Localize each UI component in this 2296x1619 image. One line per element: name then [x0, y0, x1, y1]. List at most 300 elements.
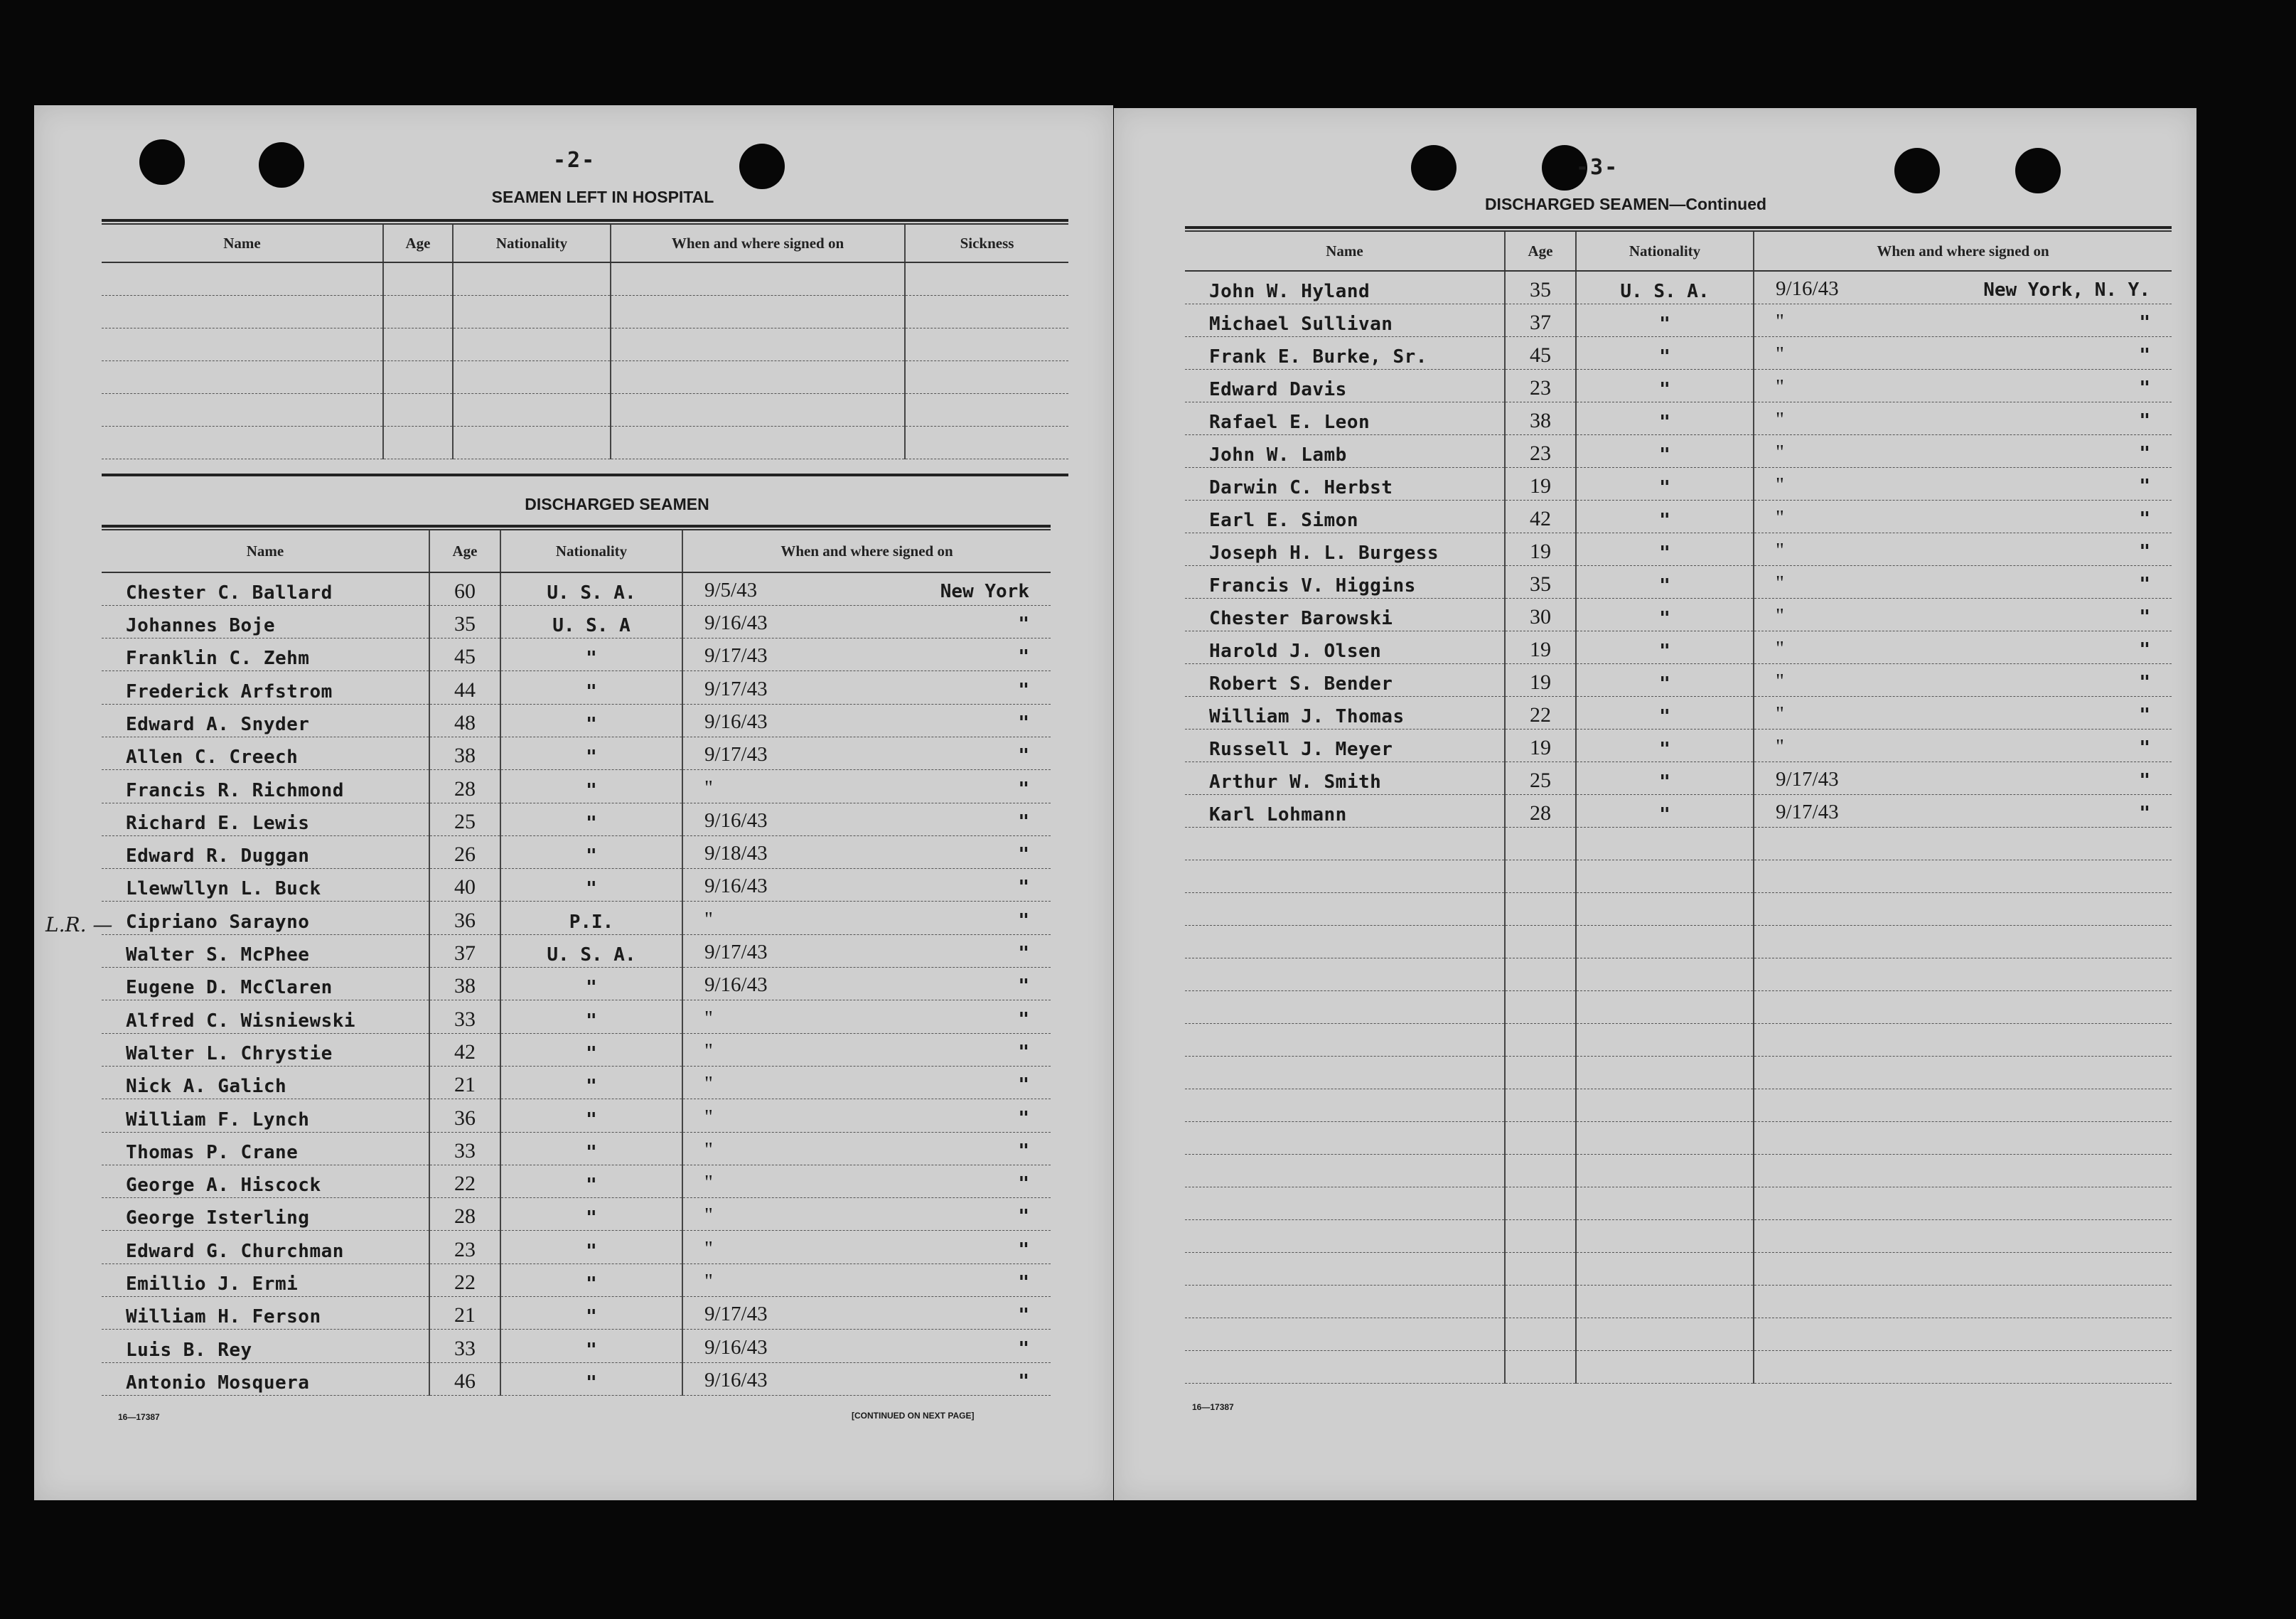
signed-date: 9/16/43	[704, 1335, 768, 1359]
blank-cell	[1576, 1219, 1754, 1252]
blank-cell	[1576, 892, 1754, 925]
seaman-nationality: "	[1576, 598, 1754, 631]
signed-place: "	[1018, 1239, 1029, 1261]
blank-row	[1185, 958, 2172, 990]
seaman-name: Francis R. Richmond	[102, 770, 429, 803]
seaman-age: 21	[429, 1297, 500, 1330]
seaman-nationality: "	[500, 1165, 682, 1197]
blank-cell	[1754, 1285, 2172, 1318]
blank-cell	[102, 360, 383, 393]
table-row	[1185, 402, 2172, 434]
blank-row	[1185, 990, 2172, 1023]
blank-cell	[1505, 1252, 1576, 1285]
table-row	[102, 1198, 1051, 1231]
blank-cell	[1576, 925, 1754, 958]
seaman-nationality: U. S. A.	[1576, 271, 1754, 304]
blank-cell	[1576, 1350, 1754, 1383]
blank-cell	[1505, 1154, 1576, 1187]
seaman-name: Joseph H. L. Burgess	[1185, 533, 1505, 565]
blank-cell	[1576, 1252, 1754, 1285]
table-row	[102, 1099, 1051, 1132]
seaman-age: 25	[1505, 762, 1576, 794]
blank-cell	[1576, 827, 1754, 860]
table-row	[102, 1330, 1051, 1362]
when-signed-cell	[682, 1362, 1051, 1395]
seaman-nationality: "	[500, 737, 682, 769]
seaman-nationality: "	[1576, 631, 1754, 663]
seaman-name: Johannes Boje	[102, 605, 429, 638]
signed-place: "	[2139, 344, 2150, 366]
table-row	[1185, 762, 2172, 794]
seaman-name: Edward R. Duggan	[102, 835, 429, 868]
seaman-nationality: "	[500, 835, 682, 868]
column-header: When and where signed on	[611, 224, 905, 262]
seaman-age: 19	[1505, 467, 1576, 500]
blank-cell	[453, 426, 611, 459]
seaman-name: Emillio J. Ermi	[102, 1263, 429, 1296]
signed-date: 9/16/43	[704, 808, 768, 832]
table-row	[1185, 533, 2172, 565]
blank-cell	[1185, 1350, 1505, 1383]
table-row	[102, 671, 1051, 704]
table-row	[1185, 565, 2172, 598]
blank-cell	[1754, 1350, 2172, 1383]
blank-cell	[1754, 1089, 2172, 1121]
signed-place: "	[1018, 976, 1029, 998]
when-signed-cell	[682, 835, 1051, 868]
seaman-nationality: "	[500, 704, 682, 737]
blank-cell	[453, 262, 611, 295]
table-row	[102, 1263, 1051, 1296]
seaman-nationality: "	[1576, 467, 1754, 500]
seaman-name: Rafael E. Leon	[1185, 402, 1505, 434]
signed-date: 9/16/43	[704, 1368, 768, 1391]
blank-cell	[1754, 827, 2172, 860]
seaman-name: Michael Sullivan	[1185, 304, 1505, 336]
signed-place: "	[1018, 943, 1029, 965]
seaman-name: Francis V. Higgins	[1185, 565, 1505, 598]
seaman-age: 35	[429, 605, 500, 638]
when-signed-cell	[1754, 402, 2172, 434]
when-signed-cell	[1754, 500, 2172, 533]
seaman-nationality: "	[1576, 336, 1754, 369]
signed-date: 9/17/43	[704, 1303, 768, 1326]
blank-row	[1185, 1350, 2172, 1383]
table-row	[1185, 729, 2172, 762]
signed-date: "	[1776, 669, 1784, 693]
seaman-age: 30	[1505, 598, 1576, 631]
blank-cell	[453, 393, 611, 426]
seaman-name: Walter S. McPhee	[102, 934, 429, 967]
blank-cell	[1185, 892, 1505, 925]
seaman-nationality: "	[500, 1362, 682, 1395]
when-signed-cell	[1754, 794, 2172, 827]
table-row	[102, 1165, 1051, 1197]
punch-hole	[2015, 148, 2061, 193]
table-row	[1185, 598, 2172, 631]
seaman-name: Llewwllyn L. Buck	[102, 869, 429, 902]
seaman-age: 23	[1505, 369, 1576, 402]
when-signed-cell	[682, 1165, 1051, 1197]
blank-cell	[1505, 1089, 1576, 1121]
seaman-nationality: U. S. A.	[500, 934, 682, 967]
when-signed-cell	[682, 869, 1051, 902]
blank-cell	[102, 426, 383, 459]
blank-cell	[1505, 990, 1576, 1023]
column-header: Age	[429, 530, 500, 572]
signed-place: "	[1018, 1206, 1029, 1228]
signed-date: "	[1776, 506, 1784, 529]
blank-cell	[1505, 1350, 1576, 1383]
signed-date: "	[1776, 440, 1784, 464]
when-signed-cell	[1754, 369, 2172, 402]
when-signed-cell	[682, 1132, 1051, 1165]
signed-date: "	[704, 907, 713, 931]
seaman-nationality: "	[500, 1033, 682, 1066]
signed-date: 9/17/43	[704, 743, 768, 766]
seaman-nationality: "	[1576, 663, 1754, 696]
seaman-age: 19	[1505, 729, 1576, 762]
seaman-nationality: "	[1576, 794, 1754, 827]
signed-place: "	[1018, 909, 1029, 931]
blank-cell	[1505, 1056, 1576, 1089]
signed-date: 9/17/43	[704, 941, 768, 964]
signed-date: "	[704, 1270, 713, 1293]
blank-row	[102, 360, 1068, 393]
seaman-name: Thomas P. Crane	[102, 1132, 429, 1165]
blank-cell	[1754, 1187, 2172, 1219]
blank-cell	[1754, 1252, 2172, 1285]
blank-cell	[102, 328, 383, 360]
table-row	[1185, 369, 2172, 402]
when-signed-cell	[682, 1231, 1051, 1263]
when-signed-cell	[1754, 631, 2172, 663]
seaman-nationality: "	[500, 671, 682, 704]
seaman-age: 36	[429, 1099, 500, 1132]
seaman-name: Harold J. Olsen	[1185, 631, 1505, 663]
seaman-age: 21	[429, 1066, 500, 1099]
signed-date: "	[1776, 342, 1784, 365]
signed-place: New York, N. Y.	[1983, 279, 2150, 301]
blank-cell	[1505, 1187, 1576, 1219]
column-header: Age	[1505, 231, 1576, 271]
discharged-section-title: DISCHARGED SEAMEN	[525, 495, 709, 513]
table-row	[1185, 434, 2172, 467]
divider	[102, 219, 1068, 222]
table-row	[102, 835, 1051, 868]
seaman-nationality: "	[500, 770, 682, 803]
blank-row	[1185, 1089, 2172, 1121]
right-page	[1114, 108, 2196, 1500]
table-row	[102, 1066, 1051, 1099]
seaman-age: 33	[429, 1132, 500, 1165]
when-signed-cell	[682, 572, 1051, 605]
column-header: Name	[1185, 231, 1505, 271]
signed-date: 9/17/43	[704, 677, 768, 700]
signed-date: "	[1776, 636, 1784, 660]
signed-date: "	[704, 776, 713, 799]
when-signed-cell	[1754, 467, 2172, 500]
seaman-name: Russell J. Meyer	[1185, 729, 1505, 762]
seaman-age: 48	[429, 704, 500, 737]
table-row	[102, 869, 1051, 902]
table-row	[102, 934, 1051, 967]
blank-row	[1185, 1023, 2172, 1056]
table-row	[102, 1362, 1051, 1395]
column-header: Sickness	[905, 224, 1068, 262]
seaman-name: Chester Barowski	[1185, 598, 1505, 631]
divider	[102, 525, 1051, 528]
seaman-age: 19	[1505, 533, 1576, 565]
blank-row	[1185, 1121, 2172, 1154]
seaman-nationality: "	[500, 1132, 682, 1165]
seaman-nationality: "	[500, 803, 682, 835]
blank-row	[1185, 1219, 2172, 1252]
seaman-name: Eugene D. McClaren	[102, 968, 429, 1000]
signed-date: 9/16/43	[704, 875, 768, 898]
signed-place: "	[1018, 1140, 1029, 1162]
signed-place: "	[1018, 844, 1029, 866]
signed-date: 9/16/43	[1776, 277, 1839, 300]
signed-date: 9/17/43	[1776, 767, 1839, 791]
seaman-age: 23	[429, 1231, 500, 1263]
left-page	[34, 105, 1113, 1500]
when-signed-cell	[1754, 304, 2172, 336]
blank-cell	[102, 295, 383, 328]
when-signed-cell	[1754, 271, 2172, 304]
blank-cell	[1505, 1023, 1576, 1056]
signed-place: "	[2139, 737, 2150, 759]
signed-date: "	[1776, 309, 1784, 333]
blank-cell	[1754, 1121, 2172, 1154]
signed-place: "	[2139, 802, 2150, 824]
when-signed-cell	[682, 1000, 1051, 1033]
signed-date: "	[704, 1138, 713, 1161]
signed-date: 9/16/43	[704, 973, 768, 997]
blank-row	[1185, 1187, 2172, 1219]
signed-place: "	[1018, 1370, 1029, 1392]
seaman-age: 33	[429, 1000, 500, 1033]
table-row	[1185, 271, 2172, 304]
signed-date: 9/17/43	[704, 644, 768, 668]
blank-cell	[1576, 1089, 1754, 1121]
signed-place: "	[2139, 606, 2150, 628]
seaman-nationality: "	[1576, 500, 1754, 533]
table-row	[102, 638, 1051, 671]
divider	[102, 474, 1068, 476]
blank-cell	[1185, 1285, 1505, 1318]
punch-hole	[739, 144, 785, 189]
seaman-name: Walter L. Chrystie	[102, 1033, 429, 1066]
seaman-nationality: "	[500, 968, 682, 1000]
seaman-name: Alfred C. Wisniewski	[102, 1000, 429, 1033]
blank-cell	[1576, 860, 1754, 892]
seaman-nationality: U. S. A	[500, 605, 682, 638]
when-signed-cell	[682, 638, 1051, 671]
column-header: When and where signed on	[1754, 231, 2172, 271]
signed-place: "	[1018, 745, 1029, 767]
when-signed-cell	[682, 1263, 1051, 1296]
blank-cell	[1505, 1318, 1576, 1350]
blank-cell	[1505, 827, 1576, 860]
seaman-age: 38	[429, 737, 500, 769]
punch-hole	[139, 139, 185, 185]
seaman-age: 25	[429, 803, 500, 835]
when-signed-cell	[1754, 336, 2172, 369]
page-number: -3-	[1576, 155, 1619, 180]
signed-place: "	[2139, 540, 2150, 562]
when-signed-cell	[1754, 598, 2172, 631]
column-header: Name	[102, 530, 429, 572]
blank-cell	[1576, 1154, 1754, 1187]
seaman-age: 36	[429, 902, 500, 934]
seaman-age: 26	[429, 835, 500, 868]
seaman-name: Richard E. Lewis	[102, 803, 429, 835]
signed-date: "	[1776, 571, 1784, 594]
blank-row	[102, 295, 1068, 328]
signed-place: "	[1018, 811, 1029, 833]
signed-date: "	[1776, 375, 1784, 398]
seaman-age: 44	[429, 671, 500, 704]
discharged-continued-title: DISCHARGED SEAMEN—Continued	[1484, 195, 1767, 213]
table-row	[1185, 696, 2172, 729]
blank-cell	[1754, 860, 2172, 892]
punch-hole	[259, 142, 304, 188]
seaman-age: 45	[429, 638, 500, 671]
when-signed-cell	[1754, 663, 2172, 696]
seaman-name: Allen C. Creech	[102, 737, 429, 769]
signed-place: "	[1018, 877, 1029, 899]
blank-cell	[905, 262, 1068, 295]
seaman-name: John W. Lamb	[1185, 434, 1505, 467]
seaman-nationality: "	[1576, 533, 1754, 565]
blank-cell	[383, 295, 453, 328]
blank-cell	[1754, 958, 2172, 990]
seaman-name: Earl E. Simon	[1185, 500, 1505, 533]
hospital-section-title: SEAMEN LEFT IN HOSPITAL	[491, 188, 714, 206]
seaman-name: Nick A. Galich	[102, 1066, 429, 1099]
signed-date: "	[1776, 702, 1784, 725]
table-row	[102, 605, 1051, 638]
seaman-name: Arthur W. Smith	[1185, 762, 1505, 794]
seaman-nationality: "	[1576, 304, 1754, 336]
seaman-age: 19	[1505, 663, 1576, 696]
column-header: Nationality	[500, 530, 682, 572]
signed-place: "	[1018, 1107, 1029, 1129]
when-signed-cell	[682, 1297, 1051, 1330]
blank-cell	[1185, 860, 1505, 892]
table-row	[102, 1231, 1051, 1263]
blank-cell	[1576, 1318, 1754, 1350]
seaman-name: Edward A. Snyder	[102, 704, 429, 737]
signed-place: "	[2139, 704, 2150, 726]
when-signed-cell	[682, 1330, 1051, 1362]
blank-cell	[1185, 1023, 1505, 1056]
table-row	[102, 1297, 1051, 1330]
continued-note: [CONTINUED ON NEXT PAGE]	[852, 1411, 975, 1421]
when-signed-cell	[682, 671, 1051, 704]
seaman-name: Edward Davis	[1185, 369, 1505, 402]
seaman-nationality: "	[500, 1231, 682, 1263]
blank-cell	[102, 262, 383, 295]
signed-place: "	[2139, 410, 2150, 432]
table-row	[1185, 663, 2172, 696]
seaman-name: John W. Hyland	[1185, 271, 1505, 304]
blank-row	[1185, 860, 2172, 892]
signed-date: 9/17/43	[1776, 800, 1839, 823]
seaman-age: 22	[429, 1263, 500, 1296]
signed-place: "	[1018, 1041, 1029, 1063]
punch-hole	[1894, 148, 1940, 193]
blank-cell	[453, 328, 611, 360]
blank-cell	[905, 426, 1068, 459]
table-row	[102, 572, 1051, 605]
seaman-nationality: "	[1576, 762, 1754, 794]
blank-cell	[1505, 1285, 1576, 1318]
blank-cell	[1576, 958, 1754, 990]
blank-cell	[1505, 860, 1576, 892]
seaman-age: 42	[1505, 500, 1576, 533]
signed-place: "	[1018, 679, 1029, 701]
seaman-nationality: "	[1576, 402, 1754, 434]
blank-cell	[611, 426, 905, 459]
seaman-name: Darwin C. Herbst	[1185, 467, 1505, 500]
signed-date: "	[704, 1236, 713, 1260]
signed-date: 9/5/43	[704, 578, 758, 602]
signed-date: "	[1776, 538, 1784, 562]
when-signed-cell	[682, 934, 1051, 967]
page-number: -2-	[553, 148, 596, 173]
seaman-age: 28	[429, 770, 500, 803]
table-row	[1185, 631, 2172, 663]
signed-place: "	[1018, 1008, 1029, 1030]
seaman-nationality: "	[500, 1263, 682, 1296]
blank-cell	[1185, 1154, 1505, 1187]
when-signed-cell	[682, 902, 1051, 934]
blank-cell	[1754, 1318, 2172, 1350]
table-row	[102, 1132, 1051, 1165]
seaman-nationality: "	[1576, 434, 1754, 467]
blank-cell	[611, 295, 905, 328]
signed-place: "	[2139, 638, 2150, 661]
table-row	[102, 803, 1051, 835]
seaman-name: William J. Thomas	[1185, 696, 1505, 729]
signed-place: "	[1018, 1305, 1029, 1327]
signed-place: "	[1018, 1074, 1029, 1096]
seaman-nationality: "	[1576, 369, 1754, 402]
signed-place: "	[1018, 614, 1029, 636]
when-signed-cell	[1754, 434, 2172, 467]
signed-place: "	[2139, 311, 2150, 333]
seaman-name: Luis B. Rey	[102, 1330, 429, 1362]
signed-place: New York	[940, 580, 1029, 602]
column-header: Name	[102, 224, 383, 262]
seaman-nationality: "	[500, 869, 682, 902]
seaman-age: 33	[429, 1330, 500, 1362]
seaman-age: 46	[429, 1362, 500, 1395]
blank-cell	[1754, 1023, 2172, 1056]
signed-place: "	[2139, 769, 2150, 791]
blank-row	[1185, 892, 2172, 925]
blank-row	[102, 393, 1068, 426]
blank-cell	[1754, 990, 2172, 1023]
blank-cell	[453, 295, 611, 328]
table-row	[102, 1000, 1051, 1033]
seaman-name: William F. Lynch	[102, 1099, 429, 1132]
discharged-table	[102, 529, 1051, 1396]
seaman-age: 19	[1505, 631, 1576, 663]
signed-place: "	[1018, 1272, 1029, 1294]
